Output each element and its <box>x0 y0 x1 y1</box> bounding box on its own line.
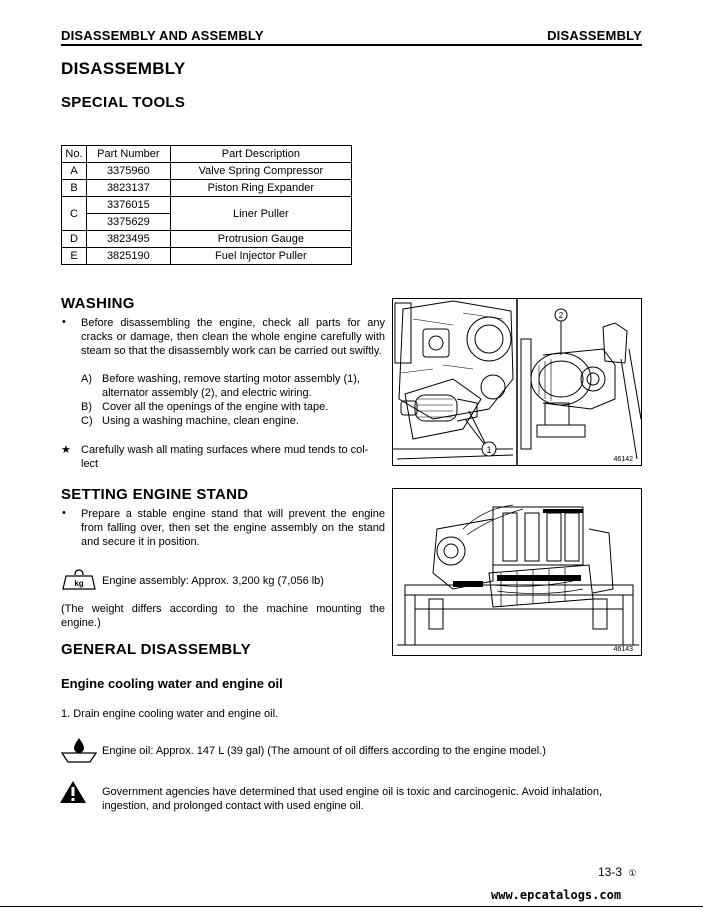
note-text: lect <box>81 458 99 470</box>
header-left: DISASSEMBLY AND ASSEMBLY <box>61 28 264 43</box>
tool-part-number: 3375960 <box>86 163 170 180</box>
table-header-row <box>62 146 352 163</box>
weight-icon-label: kg <box>74 579 84 588</box>
engine-stand-figure <box>392 488 642 656</box>
tool-description: Piston Ring Expander <box>170 180 351 197</box>
drain-step: 1. Drain engine cooling water and engine oil. <box>61 708 279 720</box>
washing-figure <box>392 298 642 466</box>
general-subheading: Engine cooling water and engine oil <box>61 676 283 691</box>
step-label: B) <box>81 401 92 413</box>
special-tools-table <box>61 145 352 265</box>
tool-no: D <box>62 231 87 248</box>
tool-part-number: 3375629 <box>86 214 170 231</box>
washing-heading: WASHING <box>61 295 135 312</box>
oil-capacity: Engine oil: Approx. 147 L (39 gal) (The amount of oil differs according to the engine model.) <box>102 745 546 757</box>
step-text: Using a washing machine, clean engine. <box>102 415 299 427</box>
tool-description: Fuel Injector Puller <box>170 248 351 265</box>
step-text: Cover all the openings of the engine with tape. <box>102 401 329 413</box>
step-label: A) <box>81 373 92 385</box>
tool-part-number: 3825190 <box>86 248 170 265</box>
weight-note: (The weight differs according to the machine mounting the engine.) <box>61 603 385 629</box>
callout-1-label: 1 <box>486 445 492 455</box>
bullet: • <box>62 507 66 519</box>
table-row <box>62 197 352 214</box>
tool-part-number: 3823495 <box>86 231 170 248</box>
column-header: Part Number <box>86 146 170 163</box>
tool-part-number: 3823137 <box>86 180 170 197</box>
bullet: • <box>62 316 66 328</box>
warning-text: Government agencies have determined that used engine oil is toxic and carcinogenic. Avoid inhalation, <box>102 786 603 798</box>
header-rule <box>61 44 642 46</box>
watermark: www.epcatalogs.com <box>491 888 622 902</box>
special-tools-heading: SPECIAL TOOLS <box>61 94 186 111</box>
engine-stand-text: Prepare a stable engine stand that will prevent the engine from falling over, then set the engine assembly on the stand and secure it in position. <box>81 508 385 548</box>
warning-icon <box>59 780 87 804</box>
engine-parts-illustration <box>393 299 642 466</box>
column-header: Part Description <box>170 146 351 163</box>
step-text: Before washing, remove starting motor assembly (1), <box>102 373 360 385</box>
callout-2-label: 2 <box>558 311 564 320</box>
page-number-text: 13-3 <box>598 865 623 879</box>
tool-description: Valve Spring Compressor <box>170 163 351 180</box>
tool-no: E <box>62 248 87 265</box>
oil-icon <box>60 737 98 763</box>
engine-on-stand-illustration <box>393 489 642 656</box>
tool-no: A <box>62 163 87 180</box>
step-label: C) <box>81 415 93 427</box>
figure-id: 46143 <box>613 646 633 653</box>
page-title: DISASSEMBLY <box>61 59 186 78</box>
tool-description: Liner Puller <box>170 197 351 231</box>
general-heading: GENERAL DISASSEMBLY <box>61 641 251 658</box>
table-row <box>62 163 352 180</box>
header-right: DISASSEMBLY <box>547 28 642 43</box>
tool-description: Protrusion Gauge <box>170 231 351 248</box>
star-icon: ★ <box>61 444 71 456</box>
tool-part-number: 3376015 <box>86 197 170 214</box>
weight-icon <box>62 568 96 590</box>
washing-intro: Before disassembling the engine, check all parts for any cracks or damage, then clean the whole engine carefully with steam so that the disassembly work can be carried out swiftly. <box>81 317 385 357</box>
step-text: alternator assembly (2), and electric wiring. <box>102 387 312 399</box>
page-number <box>598 865 636 879</box>
engine-weight: Engine assembly: Approx. 3,200 kg (7,056 lb) <box>102 575 324 587</box>
revision-mark: ① <box>628 868 637 878</box>
bottom-rule <box>0 906 703 907</box>
figure-id: 46142 <box>613 456 633 463</box>
tool-no: C <box>62 197 87 231</box>
table-row <box>62 231 352 248</box>
warning-text: ingestion, and prolonged contact with used engine oil. <box>102 800 364 812</box>
table-row <box>62 180 352 197</box>
tool-no: B <box>62 180 87 197</box>
column-header: No. <box>62 146 87 163</box>
note-text: Carefully wash all mating surfaces where mud tends to col- <box>81 444 369 456</box>
table-row <box>62 248 352 265</box>
engine-stand-heading: SETTING ENGINE STAND <box>61 486 249 503</box>
